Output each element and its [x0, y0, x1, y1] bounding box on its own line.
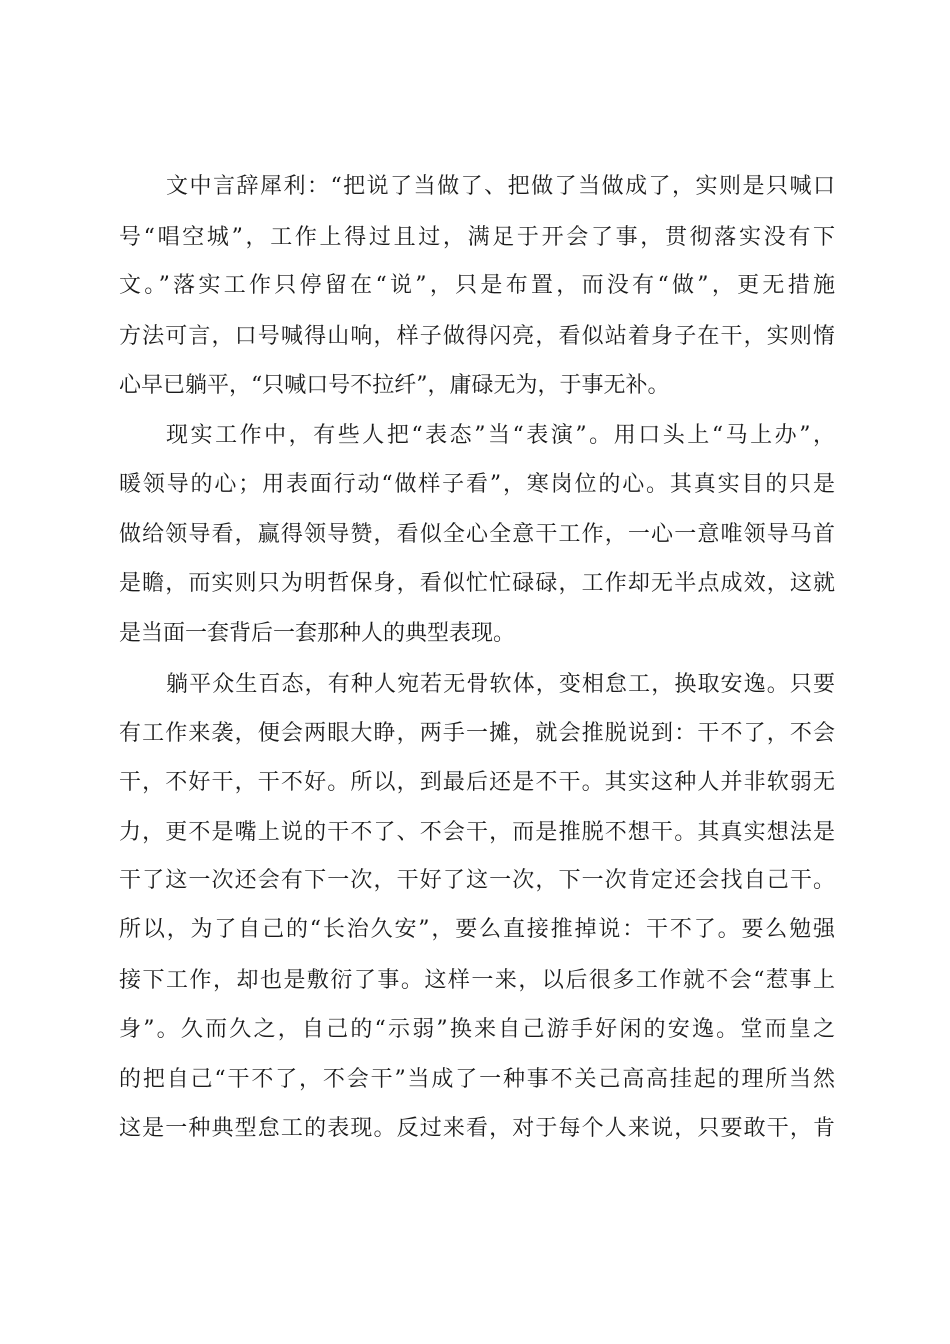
- text-line: 身”。久而久之，自己的“示弱”换来自己游手好闲的安逸。堂而皇之: [119, 1017, 835, 1042]
- text-line: 是当面一套背后一套那种人的典型表现。: [119, 621, 516, 646]
- text-line: 的把自己“干不了，不会干”当成了一种事不关己高高挂起的理所当然: [119, 1067, 835, 1092]
- text-line: 号“唱空城”，工作上得过且过，满足于开会了事，贯彻落实没有下: [119, 225, 835, 250]
- text-line: 现实工作中，有些人把“表态”当“表演”。用口头上“马上办”，: [166, 423, 835, 448]
- text-line: 做给领导看，赢得领导赞，看似全心全意干工作，一心一意唯领导马首: [119, 522, 835, 547]
- text-line: 这是一种典型怠工的表现。反过来看，对于每个人来说，只要敢干，肯: [119, 1116, 835, 1141]
- text-line: 暖领导的心；用表面行动“做样子看”，寒岗位的心。其真实目的只是: [119, 472, 835, 497]
- text-line: 所以，为了自己的“长治久安”，要么直接推掉说：干不了。要么勉强: [119, 917, 835, 942]
- text-line: 文。”落实工作只停留在“说”，只是布置，而没有“做”，更无措施: [119, 273, 835, 298]
- text-line: 方法可言，口号喊得山响，样子做得闪亮，看似站着身子在干，实则惰: [119, 324, 835, 349]
- text-line: 是瞻，而实则只为明哲保身，看似忙忙碌碌，工作却无半点成效，这就: [119, 571, 835, 596]
- text-line: 接下工作，却也是敷衍了事。这样一来，以后很多工作就不会“惹事上: [119, 968, 835, 993]
- text-line: 干了这一次还会有下一次，干好了这一次，下一次肯定还会找自己干。: [119, 868, 835, 893]
- text-line: 力，更不是嘴上说的干不了、不会干，而是推脱不想干。其真实想法是: [119, 820, 835, 845]
- text-line: 心早已躺平，“只喊口号不拉纤”，庸碌无为，于事无补。: [119, 373, 670, 398]
- text-line: 有工作来袭，便会两眼大睁，两手一摊，就会推脱说到：干不了，不会: [119, 721, 835, 746]
- text-line: 干，不好干，干不好。所以，到最后还是不干。其实这种人并非软弱无: [119, 770, 835, 795]
- text-line: 躺平众生百态，有种人宛若无骨软体，变相怠工，换取安逸。只要: [166, 672, 835, 697]
- text-line: 文中言辞犀利：“把说了当做了、把做了当做成了，实则是只喊口: [166, 174, 835, 199]
